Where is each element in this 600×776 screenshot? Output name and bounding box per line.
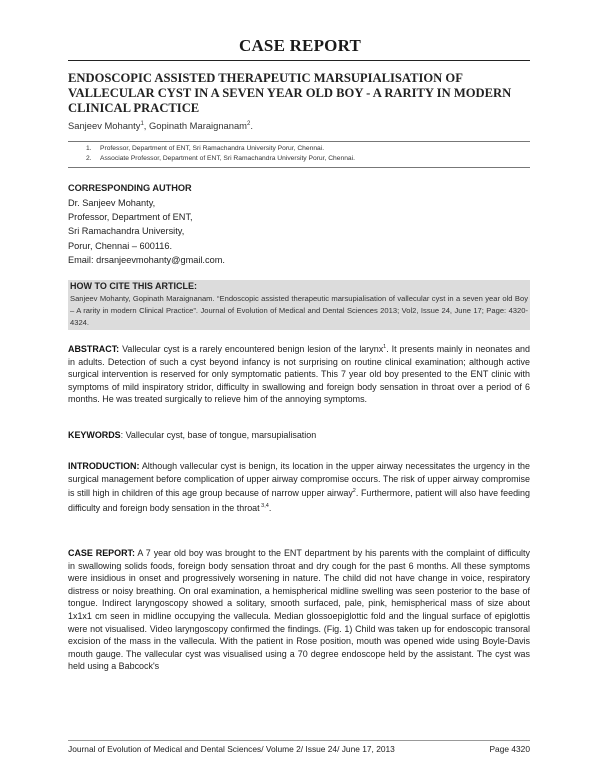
corresponding-author-block (68, 196, 225, 267)
footer-rule (68, 740, 530, 741)
corresponding-line: Dr. Sanjeev Mohanty, (68, 198, 156, 208)
author-affiliation-mark: 1 (140, 120, 144, 127)
case-report-paragraph (68, 547, 530, 673)
case-report-label: CASE REPORT: (68, 548, 135, 558)
keywords-text: : Vallecular cyst, base of tongue, marsupialisation (120, 430, 317, 440)
page-number: Page 4320 (489, 744, 530, 754)
corresponding-line: Porur, Chennai – 600116. (68, 240, 173, 251)
corresponding-line: Sri Ramachandra University, (68, 226, 185, 237)
author-affiliation-mark: 2 (247, 120, 251, 127)
corresponding-line: Professor, Department of ENT, (68, 212, 193, 223)
citation-text: Sanjeev Mohanty, Gopinath Maraignanam. “Endoscopic assisted therapeutic marsupialisation of vallecular cyst in a seven year old Boy – A rarity in modern Clinical Practice”. Journal of Evolution of Medical and Dental Sciences 2013; Vol2, Issue 24, June 17; Page: 4320-4324. (70, 294, 528, 327)
corresponding-author-heading: CORRESPONDING AUTHOR (68, 183, 192, 193)
affiliation-item (86, 144, 516, 154)
author-line (68, 120, 253, 131)
keywords-paragraph (68, 429, 530, 442)
abstract-label: ABSTRACT: (68, 343, 120, 354)
page-footer (68, 744, 530, 754)
author-line-end: . (250, 120, 253, 131)
case-report-text: A 7 year old boy was brought to the ENT department by his parents with the complaint of difficulty in swallowing solids foods, foreign body sensation throat and dry cough for the past 6 months. All these symptoms were insidious in onset and progressively worsening in nature. The child did not have change in voice, respiratory distress or noisy breathing. On oral examination, a hemispherical midline swelling was seen posterior to the base of tongue. Indirect laryngoscopy showed a solitary, smooth surfaced, pale, pink, hemispherical mass of size about 1x1x1 cm seen in midline occupying the vallecula. Median glossoepiglottic fold and the lingual surface of epiglottis were not visualised. Video laryngoscopy confirmed the findings. (Fig. 1) Child was taken up for endoscopic transoral excision of the mass in the vallecula. With the patient in Rose position, mouth was opened wide using Boyle-Davis mouth gauge. The vallecular cyst was visualised using a 70 degree endoscope held by the assistant. The cyst was held using a Babcock's (68, 548, 530, 672)
affiliation-item (86, 154, 516, 164)
affiliation-rule-top (68, 141, 530, 142)
introduction-label: INTRODUCTION: (68, 461, 140, 471)
keywords-label: KEYWORDS (68, 430, 121, 440)
affiliation-text: Associate Professor, Department of ENT, Sri Ramachandra University Porur, Chennai. (100, 155, 355, 162)
introduction-text: . Furthermore, patient will also have feeding difficulty and foreign body sensation in the throat (68, 488, 530, 513)
corresponding-email: Email: drsanjeevmohanty@gmail.com. (68, 254, 225, 265)
abstract-text: Vallecular cyst is a rarely encountered benign lesion of the larynx (119, 343, 384, 354)
reference-mark: 3,4 (259, 502, 269, 509)
footer-journal: Journal of Evolution of Medical and Dental Sciences/ Volume 2/ Issue 24/ June 17, 2013 (68, 744, 395, 754)
author-name: Gopinath Maraignanam (149, 120, 247, 131)
author-name: Sanjeev Mohanty (68, 120, 141, 131)
heading-rule (68, 60, 530, 61)
affiliation-rule-bottom (68, 167, 530, 168)
introduction-paragraph (68, 460, 530, 514)
citation-heading: HOW TO CITE THIS ARTICLE: (70, 281, 197, 291)
affiliation-list (86, 144, 516, 164)
affiliation-number: 2. (86, 155, 92, 162)
affiliation-number: 1. (86, 145, 92, 152)
affiliation-text: Professor, Department of ENT, Sri Ramachandra University Porur, Chennai. (100, 145, 325, 152)
report-type-heading: CASE REPORT (238, 36, 362, 55)
abstract-paragraph (68, 341, 530, 406)
introduction-text: Although vallecular cyst is benign, its location in the upper airway necessitates the urgency in the surgical management before complication of upper airway compromise occurs. The risk of upper airway compromise is still high in children of this age group because of narrow upper airway (68, 461, 530, 499)
author-separator: , (143, 120, 150, 131)
introduction-text: . (268, 502, 272, 513)
reference-mark: 2 (352, 488, 356, 495)
reference-mark: 1 (383, 344, 387, 350)
article-title: ENDOSCOPIC ASSISTED THERAPEUTIC MARSUPIALISATION OF VALLECULAR CYST IN A SEVEN YEAR OLD BOY - A RARITY IN MODERN CLINICAL PRACTICE (68, 71, 512, 115)
abstract-text: . It presents mainly in neonates and in adults. Detection of such a cyst beyond infancy is not surprising on routine clinical examination; although active surgical intervention is reserved for only symptomatic patients. This 7 year old boy presented to the ENT clinic with symptoms of mild inspiratory stridor, difficulty in swallowing and foreign body sensation in throat over a period of 6 months. He was treated surgically to relieve him of the annoying symptoms. (68, 343, 530, 405)
